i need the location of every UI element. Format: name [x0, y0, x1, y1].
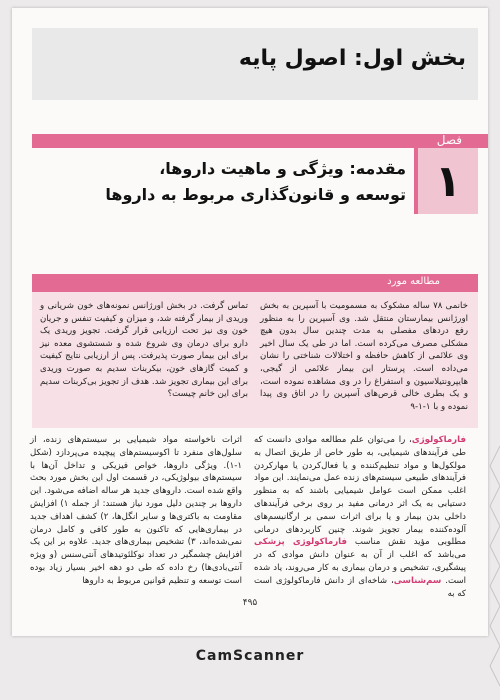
term-medical-pharmacology: فارماکولوژی پزشکی — [254, 537, 347, 548]
term-pharmacology: فارماکولوژی — [411, 435, 466, 445]
body-column-right — [254, 434, 466, 600]
chapter-number-box — [414, 148, 478, 214]
case-study-text-right: خانمی ۷۸ ساله مشکوک به مسمومیت با آسپرین به بخش اورژانس بیمارستان منتقل شد. وی آسپرین را به منظور رفع دردهای مفصلی به مدت چندین سال بدون هیچ مشکلی مصرف می‌کرده است. اما در طی یک سال اخیر وی علائمی از کاهش حافظه و اختلالات شناختی را نشان می‌داده است. پرستار این بیمار علائمی از گیجی، هایپرونتیلاسیون و استفراغ را در وی مشاهده نموده است، و یک بطری خالی قرص‌های آسپرین را در اتاق وی پیدا نموده و با ۱-۱-۹ — [260, 301, 468, 412]
scanner-watermark: CamScanner — [195, 648, 305, 664]
body-column-left: اثرات ناخواسته مواد شیمیایی بر سیستم‌های زنده، از سلول‌های منفرد تا اکوسیستم‌های پیچیده می‌پردازد (شکل ۱-۱). ویژگی داروها، خواص فیزیکی و تداخل آن‌ها با سیستم‌های بیولوژیکی، در قسمت اول این بخش مورد بحث واقع شده است. داروهای جدید هر ساله اضافه می‌شود. این داروها بر چندین دلیل مورد نیاز هستند: از جمله ۱) افزایش مقاومت به باکتری‌ها و سایر انگل‌ها، ۲) کشف اهداف جدید در بیماری‌هایی که تاکنون به طور کافی و کامل درمان نمی‌شده‌اند، ۳) تشخیص بیماری‌های جدید. علاوه بر این یک افزایش چشمگیر در تعداد نوکلئوتیدهای آنتی‌سنس (و ویژه آنتی‌بادی‌ها) رخ داده که طی دو دهه اخیر بسیار زیاد بوده است توسعه و تنظیم قوانین مربوط به داروها — [30, 435, 242, 586]
chapter-title-line2: توسعه و قانون‌گذاری مربوط به داروها — [105, 185, 406, 204]
case-study-header — [32, 274, 478, 292]
page-number: ۴۹۵ — [242, 598, 258, 608]
case-study-text-left: تماس گرفت. در بخش اورژانس نمونه‌های خون شریانی و وریدی از بیمار گرفته شد، و میزان و کیفیت تنفس و جریان خون وی نیز تحت ارزیابی قرار گرفت. تجویز وریدی یک دارو برای درمان وی شروع شده و شستشوی معده نیز برای این بیمار صورت پذیرفت. پس از ارزیابی نتایج کیفیت و کمیت گازهای خون، بیکربنات سدیم به صورت وریدی برای این بیماری تجویز شد. هدف از تجویز بی‌کربنات سدیم برای این خانم چیست؟ — [40, 301, 248, 400]
body-text-3: ، شاخه‌ای از دانش فارماکولوژی است که به — [254, 575, 466, 599]
part-header — [32, 28, 478, 100]
chapter-title-line1: مقدمه: ویژگی و ماهیت داروها، — [159, 159, 406, 178]
case-study-label: مطالعه مورد — [387, 276, 440, 287]
chapter-title — [86, 156, 406, 208]
chapter-bar — [32, 134, 488, 148]
term-toxicology: سم‌شناسی — [393, 575, 442, 586]
part-title: بخش اول: اصول پایه — [238, 46, 466, 71]
book-page — [12, 8, 488, 636]
chapter-label: فصل — [436, 133, 462, 147]
body-text-2: می‌باشد که اغلب از آن به عنوان دانش موادی که در پیشگیری، تشخیص و درمان بیماری به کار می‌روند، یاد شده است. — [254, 550, 466, 586]
case-study-box — [32, 274, 478, 428]
body-text-1: ، را می‌توان علم مطالعه موادی دانست که طی فرآیندهای شیمیایی، به طور خاص از طریق اتصال به مولکول‌ها و مواد تنظیم‌کننده و یا فعال‌کردن یا مهارکردن فرآیندهای طبیعی سیستم‌های زنده عمل می‌نمایند. این مواد اغلب ممکن است عوامل شیمیایی باشند که به منظور دستیابی به یک اثر درمانی مفید بر روی برخی فرآیندهای داخلی بدن بیمار و یا برای اثرات سمی بر ارگانیسم‌های آلوده‌کننده بیمار تجویز شوند. چنین کاربردهای درمانی مطلوبی مؤید نقش مناسب — [254, 435, 466, 548]
chapter-number: ۱ — [434, 156, 462, 207]
